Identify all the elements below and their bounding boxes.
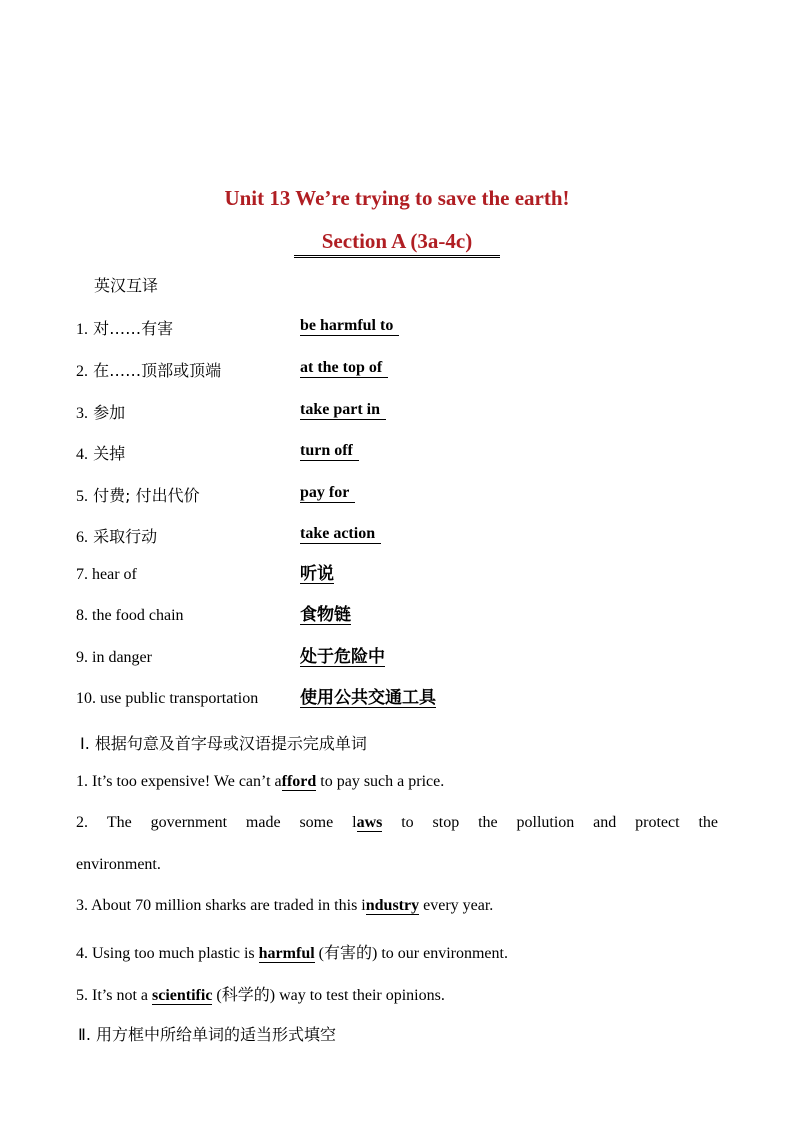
question-2 xyxy=(76,814,718,832)
vocab-prompt-line xyxy=(76,483,200,506)
vocab-number: 2. xyxy=(76,363,88,380)
vocab-prompt-line xyxy=(76,566,137,584)
vocab-prompt: 参加 xyxy=(93,403,126,422)
vocab-answer: 听说 xyxy=(300,564,334,584)
vocab-prompt-line xyxy=(76,441,125,464)
vocab-answer: take part in xyxy=(300,401,386,420)
question-1-before: 1. It’s too expensive! We can’t a xyxy=(76,773,282,790)
vocab-prompt-line xyxy=(76,400,125,423)
q2-word: to xyxy=(401,814,414,831)
vocab-prompt: 关掉 xyxy=(93,444,126,463)
q2-word: some xyxy=(299,814,334,831)
q2-word: government xyxy=(150,814,228,831)
q2-blank xyxy=(352,814,382,832)
vocab-prompt-line xyxy=(76,358,221,381)
q2-word: made xyxy=(245,814,281,831)
question-5-before: 5. It’s not a xyxy=(76,987,152,1004)
question-4-after: (有害的) to our environment. xyxy=(314,945,508,962)
question-5-answer: scientific xyxy=(152,987,213,1004)
vocab-answer: turn off xyxy=(300,442,359,461)
q2-word: 2. xyxy=(76,814,88,831)
vocab-prompt-line xyxy=(76,690,258,708)
question-1-answer: fford xyxy=(281,773,317,790)
vocab-prompt-line xyxy=(76,524,157,547)
question-2-answer: aws xyxy=(356,814,383,831)
vocab-answer: 食物链 xyxy=(300,605,351,625)
vocab-prompt: hear of xyxy=(92,566,137,583)
vocab-number: 6. xyxy=(76,529,88,546)
vocab-number: 7. xyxy=(76,566,88,583)
vocab-prompt-line xyxy=(76,649,152,667)
vocab-answer: 使用公共交通工具 xyxy=(300,688,436,708)
q2-word: and xyxy=(593,814,617,831)
vocab-answer: take action xyxy=(300,525,381,544)
question-3-before: 3. About 70 million sharks are traded in this i xyxy=(76,897,366,914)
vocab-number: 10. xyxy=(76,690,96,707)
vocab-number: 9. xyxy=(76,649,88,666)
vocab-number: 4. xyxy=(76,446,88,463)
question-5-after: (科学的) way to test their opinions. xyxy=(212,987,445,1004)
question-3 xyxy=(76,897,493,915)
question-1 xyxy=(76,773,444,791)
vocab-answer: pay for xyxy=(300,484,355,503)
q2-word: pollution xyxy=(516,814,575,831)
q2-word: The xyxy=(106,814,132,831)
q2-word: the xyxy=(698,814,718,831)
question-3-after: every year. xyxy=(419,897,494,914)
vocab-prompt: 付费; 付出代价 xyxy=(93,486,200,505)
q2-word: protect xyxy=(635,814,680,831)
vocab-prompt: use public transportation xyxy=(100,690,259,707)
vocab-prompt: the food chain xyxy=(92,607,184,624)
q2-word: the xyxy=(478,814,498,831)
part2-heading: Ⅱ. 用方框中所给单词的适当形式填空 xyxy=(78,1025,337,1044)
vocab-prompt: in danger xyxy=(92,649,152,666)
question-4-answer: harmful xyxy=(258,945,315,962)
q2-word: stop xyxy=(432,814,460,831)
vocab-answer: at the top of xyxy=(300,359,388,378)
q2-letter: l xyxy=(352,814,357,831)
vocab-prompt: 采取行动 xyxy=(93,527,158,546)
vocab-answer: be harmful to xyxy=(300,317,399,336)
vocab-prompt-line xyxy=(76,316,173,339)
vocab-number: 8. xyxy=(76,607,88,624)
question-2-continuation: environment. xyxy=(76,856,161,873)
vocab-answer: 处于危险中 xyxy=(300,647,385,667)
vocab-number: 1. xyxy=(76,321,88,338)
question-4-before: 4. Using too much plastic is xyxy=(76,945,259,962)
vocab-prompt: 在……顶部或顶端 xyxy=(93,361,222,380)
question-1-after: to pay such a price. xyxy=(316,773,445,790)
vocab-prompt: 对……有害 xyxy=(93,319,174,338)
vocab-number: 3. xyxy=(76,405,88,422)
section-subtitle xyxy=(0,229,794,258)
question-3-answer: ndustry xyxy=(365,897,420,914)
document-title: Unit 13 We’re trying to save the earth! xyxy=(224,186,570,210)
section-subtitle-text: Section A (3a-4c) xyxy=(294,229,500,258)
part1-heading: Ⅰ. 根据句意及首字母或汉语提示完成单词 xyxy=(80,734,367,753)
question-5 xyxy=(76,982,445,1005)
part0-heading: 英汉互译 xyxy=(94,276,159,295)
vocab-prompt-line xyxy=(76,607,184,625)
vocab-number: 5. xyxy=(76,488,88,505)
question-4 xyxy=(76,940,508,963)
